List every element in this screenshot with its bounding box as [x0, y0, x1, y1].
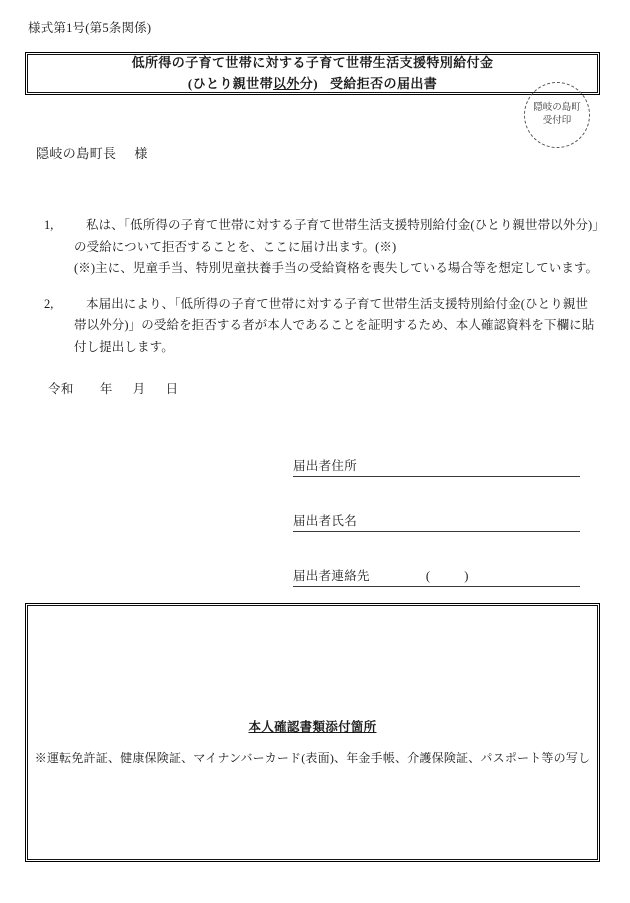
list-item: [44, 294, 595, 359]
item-text-line: の受給について拒否することを、ここに届け出ます。(※): [74, 239, 397, 254]
date-year-label: 年: [99, 382, 113, 396]
form-number: 様式第1号(第5条関係): [28, 21, 152, 35]
attachment-heading: 本人確認書類添付箇所: [248, 720, 377, 734]
item-note-line: (※)主に、児童手当、特別児童扶養手当の受給資格を喪失している場合等を想定しています。: [74, 261, 599, 275]
applicant-contact-field[interactable]: [293, 565, 580, 587]
item-text-line: 付し提出します。: [74, 339, 174, 354]
item-text-line: 本届出により、「低所得の子育て世帯に対する子育て世帯生活支援特別給付金(ひとり親世: [86, 296, 589, 311]
item-body: [74, 294, 594, 359]
phone-area-code-parentheses: [426, 569, 469, 586]
items-list: [44, 215, 605, 372]
paren-close: ): [464, 569, 469, 584]
paren-open: (: [425, 569, 431, 584]
stamp-line-1: 隠岐の島町: [533, 103, 581, 114]
date-day-label: 日: [165, 382, 179, 396]
title-line-2-tail: 受給拒否の届出書: [329, 75, 438, 91]
id-attachment-box[interactable]: [25, 603, 600, 862]
date-era: 令和: [48, 382, 74, 396]
date-line: [48, 379, 179, 397]
title-line-2-pre: (ひとり親世帯: [187, 75, 273, 91]
applicant-address-label: 届出者住所: [293, 459, 358, 474]
title-line-2-underline: 以外: [272, 75, 300, 91]
addressee-name: 隠岐の島町長: [36, 146, 117, 161]
addressee-honorific: 様: [134, 146, 148, 161]
date-month-label: 月: [132, 382, 146, 396]
stamp-line-2: 受付印: [542, 116, 572, 126]
applicant-name-field[interactable]: [293, 510, 580, 532]
applicant-contact-label: 届出者連絡先: [293, 569, 370, 584]
item-text-line: 帯以外分)」の受給を拒否する者が本人であることを証明するため、本人確認資料を下欄に貼: [74, 318, 595, 332]
title-line-1: 低所得の子育て世帯に対する子育て世帯生活支援特別給付金: [131, 55, 494, 71]
attachment-note: ※運転免許証、健康保険証、マイナンバーカード(表面)、年金手帳、介護保険証、パスポート等の写し: [34, 751, 591, 765]
item-text-line: 私は、「低所得の子育て世帯に対する子育て世帯生活支援特別給付金(ひとり親世帯以外分)」: [86, 218, 605, 232]
applicant-address-field[interactable]: [293, 455, 580, 477]
receipt-stamp-circle: [524, 82, 590, 148]
item-body: [74, 215, 605, 280]
item-number: 2,: [44, 296, 54, 311]
list-item: [44, 215, 605, 280]
addressee: [36, 143, 148, 162]
title-line-2: [188, 74, 437, 94]
title-line-2-post: 分): [299, 75, 318, 91]
applicant-name-label: 届出者氏名: [293, 514, 358, 529]
title-box: [25, 52, 600, 95]
item-number: 1,: [44, 218, 54, 232]
